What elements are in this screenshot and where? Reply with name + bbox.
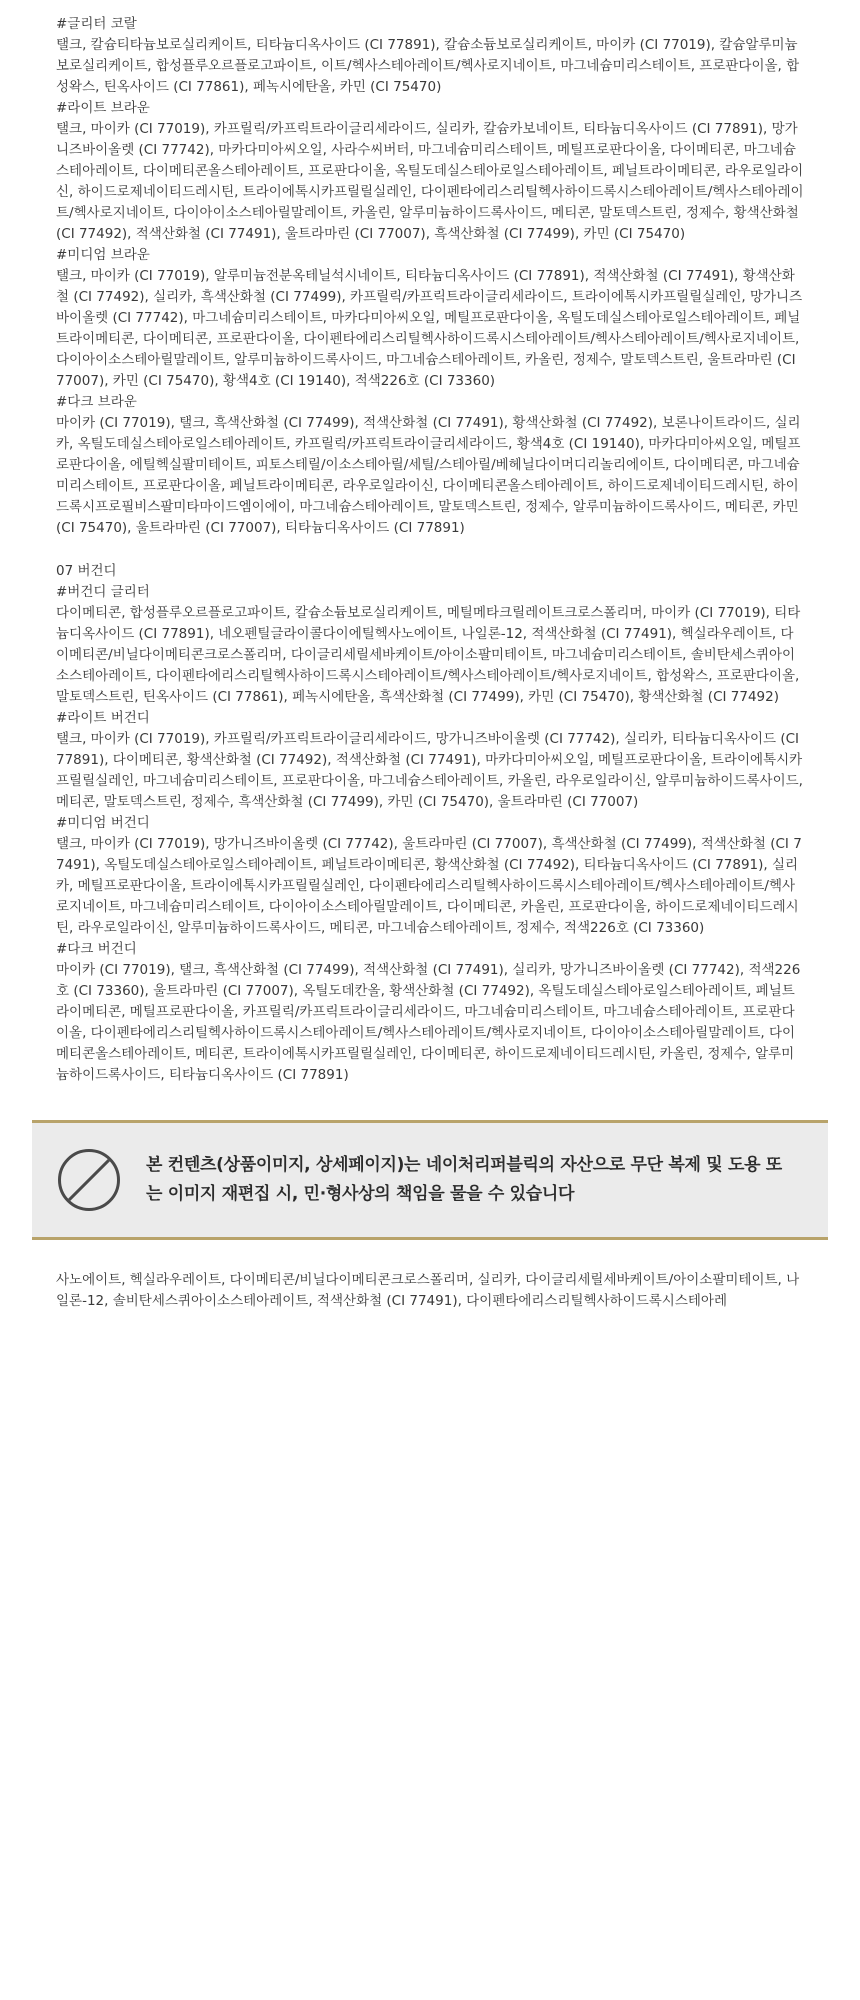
copyright-notice-text: 본 컨텐츠(상품이미지, 상세페이지)는 네이처리퍼블릭의 자산으로 무단 복제 및 도용 또는 이미지 재편집 시, 민·형사상의 책임을 물을 수 있습니다 bbox=[146, 1155, 782, 1204]
ingredient-block-body: 탤크, 마이카 (CI 77019), 카프릴릭/카프릭트라이글리세라이드, 실리카, 칼슘카보네이트, 티타늄디옥사이드 (CI 77891), 망가니즈바이올렛 (CI 77742), 마카다미아씨오일, 사라수씨버터, 마그네슘미리스테이트, 메틸프로판다이올, 다이메티콘, 마그네슘스테아레이트, 다이메티콘올스테아레이트, 프로판다이올, 옥틸도데실스테아로일스테아레이트, 페닐트라이메티콘, 라우로일라이신, 하이드로제네이티드레시틴, 트라이에톡시카프릴릴실레인, 다이펜타에리스리틸헥사하이드록시스테아레이트/헥사스테아레이트/헥사로지네이트, 다이아이소스테아릴말레이트, 카올린, 알루미늄하이드록사이드, 메티콘, 말토덱스트린, 정제수, 황색산화철 (CI 77492), 적색산화철 (CI 77491), 울트라마린 (CI 77007), 흑색산화철 (CI 77499), 카민 (CI 75470) bbox=[56, 121, 804, 242]
ingredient-block-title: #라이트 버건디 bbox=[56, 710, 150, 726]
footer-ingredient-text: 사노에이트, 헥실라우레이트, 다이메티콘/비닐다이메티콘크로스폴리머, 실리카, 다이글리세릴세바케이트/아이소팔미테이트, 나일론-12, 솔비탄세스퀴아이소스테아레이트, 적색산화철 (CI 77491), 다이펜타에리스리틸헥사하이드록시스테아레 bbox=[56, 1272, 800, 1309]
ingredient-block bbox=[56, 708, 804, 813]
ingredient-block bbox=[56, 582, 804, 708]
ingredient-block-title: #다크 브라운 bbox=[56, 394, 137, 410]
ingredient-block bbox=[56, 245, 804, 392]
ingredient-block-title: #다크 버건디 bbox=[56, 941, 137, 957]
ingredient-block-title: #미디엄 브라운 bbox=[56, 247, 150, 263]
ingredient-block bbox=[56, 939, 804, 1086]
ingredient-block bbox=[56, 14, 804, 98]
ingredient-block bbox=[56, 813, 804, 939]
ingredient-group-heading: 07 버건디 bbox=[56, 563, 117, 579]
ingredient-block-body: 탤크, 마이카 (CI 77019), 카프릴릭/카프릭트라이글리세라이드, 망가니즈바이올렛 (CI 77742), 실리카, 티타늄디옥사이드 (CI 77891), 다이메티콘, 황색산화철 (CI 77492), 적색산화철 (CI 77491), 마카다미아씨오일, 메틸프로판다이올, 트라이에톡시카프릴릴실레인, 마그네슘미리스테이트, 프로판다이올, 마그네슘스테아레이트, 카올린, 라우로일라이신, 알루미늄하이드록사이드, 메티콘, 말토덱스트린, 정제수, 흑색산화철 (CI 77499), 카민 (CI 75470), 울트라마린 (CI 77007) bbox=[56, 731, 803, 810]
ingredient-block-body: 마이카 (CI 77019), 탤크, 흑색산화철 (CI 77499), 적색산화철 (CI 77491), 실리카, 망가니즈바이올렛 (CI 77742), 적색226호 (CI 73360), 울트라마린 (CI 77007), 옥틸도데칸올, 황색산화철 (CI 77492), 옥틸도데실스테아로일스테아레이트, 페닐트라이메티콘, 메틸프로판다이올, 카프릴릭/카프릭트라이글리세라이드, 마그네슘미리스테이트, 마그네슘스테아레이트, 프로판다이올, 다이펜타에리스리틸헥사하이드록시스테아레이트/헥사스테아레이트/헥사로지네이트, 다이아이소스테아릴말레이트, 다이메티콘올스테아레이트, 메티콘, 트라이에톡시카프릴릴실레인, 다이메티콘, 하이드로제네이티드레시틴, 카올린, 정제수, 알루미늄하이드록사이드, 티타늄디옥사이드 (CI 77891) bbox=[56, 962, 801, 1083]
ingredient-block-title: #라이트 브라운 bbox=[56, 100, 150, 116]
ingredient-block-title: #버건디 글리터 bbox=[56, 584, 150, 600]
ingredient-block-body: 탤크, 마이카 (CI 77019), 망가니즈바이올렛 (CI 77742), 울트라마린 (CI 77007), 흑색산화철 (CI 77499), 적색산화철 (CI 77491), 옥틸도데실스테아로일스테아레이트, 페닐트라이메티콘, 황색산화철 (CI 77492), 티타늄디옥사이드 (CI 77891), 실리카, 메틸프로판다이올, 트라이에톡시카프릴릴실레인, 다이펜타에리스리틸헥사하이드록시스테아레이트/헥사스테아레이트/헥사로지네이트, 마그네슘미리스테이트, 다이아이소스테아릴말레이트, 다이메티콘, 카올린, 프로판다이올, 하이드로제네이티드레시틴, 라우로일라이신, 알루미늄하이드록사이드, 메티콘, 마그네슘스테아레이트, 정제수, 적색226호 (CI 73360) bbox=[56, 836, 802, 936]
ingredient-block-title: #글리터 코랄 bbox=[56, 16, 137, 32]
ingredient-block bbox=[56, 392, 804, 539]
prohibition-icon bbox=[58, 1149, 120, 1211]
ingredient-block bbox=[56, 98, 804, 245]
copyright-notice bbox=[32, 1120, 828, 1240]
ingredient-block-body: 탤크, 마이카 (CI 77019), 알루미늄전분옥테닐석시네이트, 티타늄디옥사이드 (CI 77891), 적색산화철 (CI 77491), 황색산화철 (CI 77492), 실리카, 흑색산화철 (CI 77499), 카프릴릭/카프릭트라이글리세라이드, 트라이에톡시카프릴릴실레인, 망가니즈바이올렛 (CI 77742), 마그네슘미리스테이트, 마카다미아씨오일, 메틸프로판다이올, 옥틸도데실스테아로일스테아레이트, 페닐트라이메티콘, 다이메티콘, 프로판다이올, 다이펜타에리스리틸헥사하이드록시스테아레이트/헥사스테아레이트/헥사로지네이트, 다이아이소스테아릴말레이트, 알루미늄하이드록사이드, 마그네슘스테아레이트, 카올린, 정제수, 말토덱스트린, 울트라마린 (CI 77007), 카민 (CI 75470), 황색4호 (CI 19140), 적색226호 (CI 73360) bbox=[56, 268, 803, 389]
ingredient-block-body: 탤크, 칼슘티타늄보로실리케이트, 티타늄디옥사이드 (CI 77891), 칼슘소듐보로실리케이트, 마이카 (CI 77019), 칼슘알루미늄보로실리케이트, 합성플루오르플로고파이트, 이트/헥사스테아레이트/헥사로지네이트, 마그네슘미리스테이트, 프로판다이올, 합성왁스, 틴옥사이드 (CI 77861), 페녹시에탄올, 카민 (CI 75470) bbox=[56, 37, 800, 95]
ingredient-block-title: #미디엄 버건디 bbox=[56, 815, 150, 831]
ingredient-group bbox=[56, 561, 804, 1086]
ingredient-group bbox=[56, 14, 804, 539]
ingredient-block-body: 마이카 (CI 77019), 탤크, 흑색산화철 (CI 77499), 적색산화철 (CI 77491), 황색산화철 (CI 77492), 보론나이트라이드, 실리카, 옥틸도데실스테아로일스테아레이트, 카프릴릭/카프릭트라이글리세라이드, 황색4호 (CI 19140), 마카다미아씨오일, 메틸프로판다이올, 에틸헥실팔미테이트, 피토스테릴/이소스테아릴/세틸/스테아릴/베헤닐다이머디리놀리에이트, 다이메티콘, 마그네슘미리스테이트, 프로판다이올, 페닐트라이메티콘, 라우로일라이신, 다이메티콘올스테아레이트, 하이드로제네이티드레시틴, 하이드록시프로필비스팔미타마이드엠이에이, 마그네슘스테아레이트, 말토덱스트린, 정제수, 알루미늄하이드록사이드, 메티콘, 카민 (CI 75470), 울트라마린 (CI 77007), 티타늄디옥사이드 (CI 77891) bbox=[56, 415, 801, 536]
ingredient-block-body: 다이메티콘, 합성플루오르플로고파이트, 칼슘소듐보로실리케이트, 메틸메타크릴레이트크로스폴리머, 마이카 (CI 77019), 티타늄디옥사이드 (CI 77891), 네오펜틸글라이콜다이에틸헥사노에이트, 나일론-12, 적색산화철 (CI 77491), 헥실라우레이트, 다이메티콘/비닐다이메티콘크로스폴리머, 다이글리세릴세바케이트/아이소팔미테이트, 마그네슘미리스테이트, 솔비탄세스퀴아이소스테아레이트, 다이펜타에리스리틸헥사하이드록시스테아레이트/헥사스테아레이트/헥사로지네이트, 합성왁스, 프로판다이올, 말토덱스트린, 틴옥사이드 (CI 77861), 페녹시에탄올, 흑색산화철 (CI 77499), 카민 (CI 75470), 황색산화철 (CI 77492) bbox=[56, 605, 801, 705]
